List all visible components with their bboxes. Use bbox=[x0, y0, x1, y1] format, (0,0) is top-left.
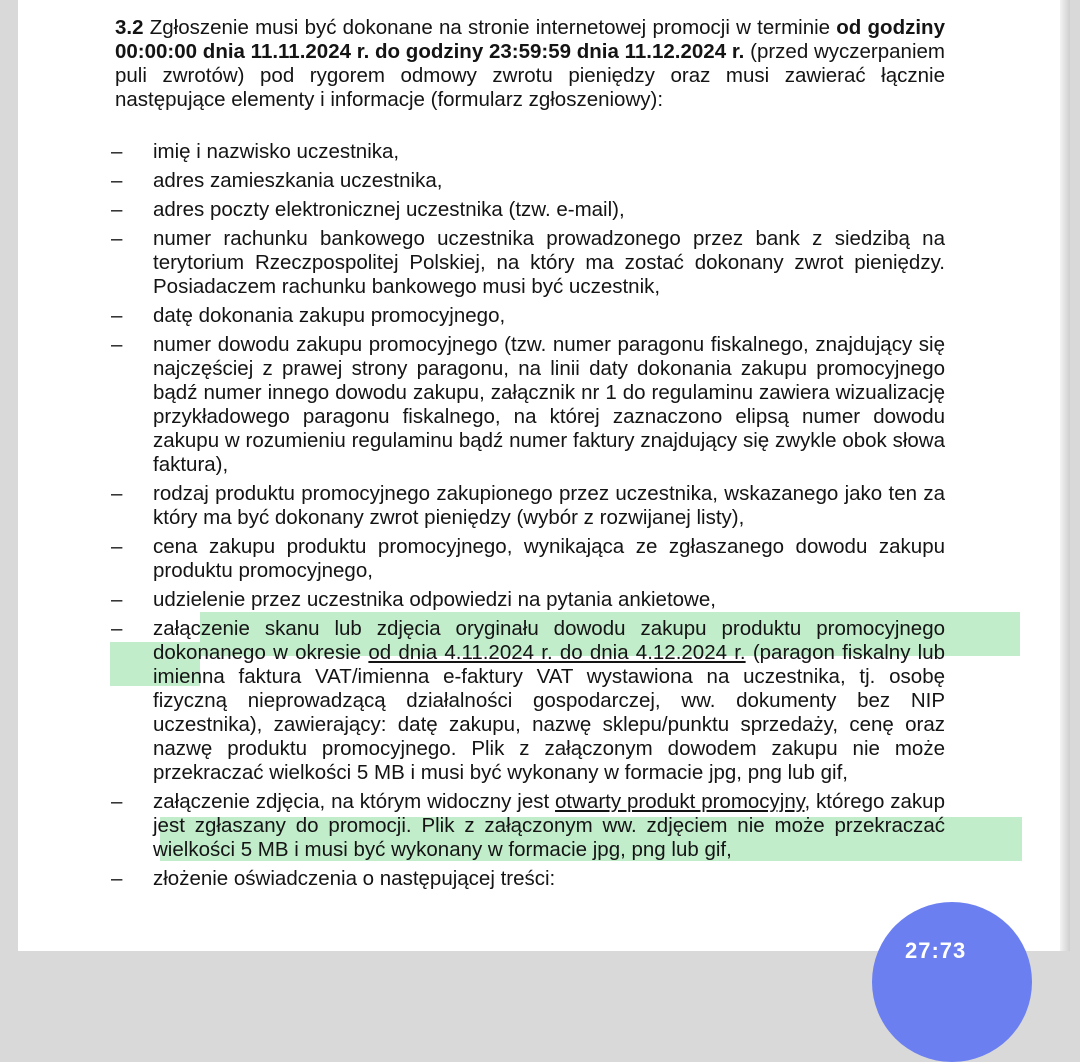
list-item-scan: – załączenie skanu lub zdjęcia oryginału dowodu zakupu produktu promocyjnego dokonanego w okresie od dnia 4.11.2024 r. do dnia 4.12.2024 r. (paragon fiskalny lub imienna faktura VAT/imienna e-faktury VAT wystawiona na uczestnika, tj. osobę fizyczną nieprowadzącą działalności gospodarczej, ww. dokumenty bez NIP uczestnika), zawierający: datę zakupu, nazwę sklepu/punktu sprzedaży, cenę oraz nazwę produktu promocyjnego. Plik z załączonym dowodem zakupu nie może przekraczać wielkości 5 MB i musi być wykonany w formacie jpg, png lub gif, bbox=[111, 617, 946, 784]
dash-bullet: – bbox=[111, 304, 123, 327]
floating-action-button[interactable] bbox=[872, 902, 1032, 1062]
list-item: – udzielenie przez uczestnika odpowiedzi na pytania ankietowe, bbox=[111, 588, 716, 611]
deadline-text: od godziny 00:00:00 dnia 11.11.2024 r. do godziny 23:59:59 dnia 11.12.2024 r. bbox=[115, 16, 945, 63]
dash-bullet: – bbox=[111, 790, 123, 813]
list-item: – numer rachunku bankowego uczestnika prowadzonego przez bank z siedzibą na terytorium Rzeczpospolitej Polskiej, na który ma zostać dokonany zwrot pieniędzy. Posiadaczem rachunku bankowego musi być uczestnik, bbox=[111, 227, 945, 298]
dash-bullet: – bbox=[111, 169, 123, 192]
list-item: – adres zamieszkania uczestnika, bbox=[111, 169, 443, 192]
dash-bullet: – bbox=[111, 140, 123, 163]
document-body bbox=[111, 16, 946, 896]
requirements-list bbox=[111, 140, 946, 891]
fab-label[interactable]: 27:73 bbox=[905, 938, 967, 963]
product-underlined: otwarty produkt promocyjny bbox=[555, 790, 805, 813]
dash-bullet: – bbox=[111, 333, 123, 356]
section-number: 3.2 bbox=[115, 16, 144, 39]
list-item-photo: – załączenie zdjęcia, na którym widoczny jest otwarty produkt promocyjny, którego zakup jest zgłaszany do promocji. Plik z załączonym ww. zdjęciem nie może przekraczać wielkości 5 MB i musi być wykonany w formacie jpg, png lub gif, bbox=[111, 790, 945, 861]
list-item: – datę dokonania zakupu promocyjnego, bbox=[111, 304, 506, 327]
list-item: – cena zakupu produktu promocyjnego, wynikająca ze zgłaszanego dowodu zakupu produktu promocyjnego, bbox=[111, 535, 945, 582]
intro-text: Zgłoszenie musi być dokonane na stronie internetowej promocji w terminie bbox=[149, 16, 831, 39]
dash-bullet: – bbox=[111, 227, 123, 250]
dash-bullet: – bbox=[111, 482, 123, 505]
dash-bullet: – bbox=[111, 867, 123, 890]
dash-bullet: – bbox=[111, 588, 123, 611]
dash-bullet: – bbox=[111, 617, 123, 640]
dash-bullet: – bbox=[111, 198, 123, 221]
date-range-underlined: od dnia 4.11.2024 r. do dnia 4.12.2024 r. bbox=[368, 641, 746, 664]
section-paragraph bbox=[115, 16, 945, 112]
page-edge bbox=[1060, 0, 1070, 951]
list-item: – adres poczty elektronicznej uczestnika (tzw. e-mail), bbox=[111, 198, 625, 221]
list-item: – rodzaj produktu promocyjnego zakupionego przez uczestnika, wskazanego jako ten za który ma być dokonany zwrot pieniędzy (wybór z rozwijanej listy), bbox=[111, 482, 945, 529]
intro-end-text: (przed wyczerpaniem puli zwrotów) pod rygorem odmowy zwrotu pieniędzy oraz musi zawierać łącznie następujące elementy i informacje (formularz zgłoszeniowy): bbox=[115, 40, 945, 111]
dash-bullet: – bbox=[111, 535, 123, 558]
list-item: – złożenie oświadczenia o następującej treści: bbox=[111, 867, 556, 890]
list-item: – numer dowodu zakupu promocyjnego (tzw. numer paragonu fiskalnego, znajdujący się najczęściej z prawej strony paragonu, na linii daty dokonania zakupu promocyjnego bądź numer innego dowodu zakupu, załącznik nr 1 do regulaminu zawiera wizualizację przykładowego paragonu fiskalnego, na której zaznaczono elipsą numer dowodu zakupu w rozumieniu regulaminu bądź numer faktury znajdujący się zwykle obok słowa faktura), bbox=[111, 333, 945, 476]
list-item: – imię i nazwisko uczestnika, bbox=[111, 140, 400, 163]
